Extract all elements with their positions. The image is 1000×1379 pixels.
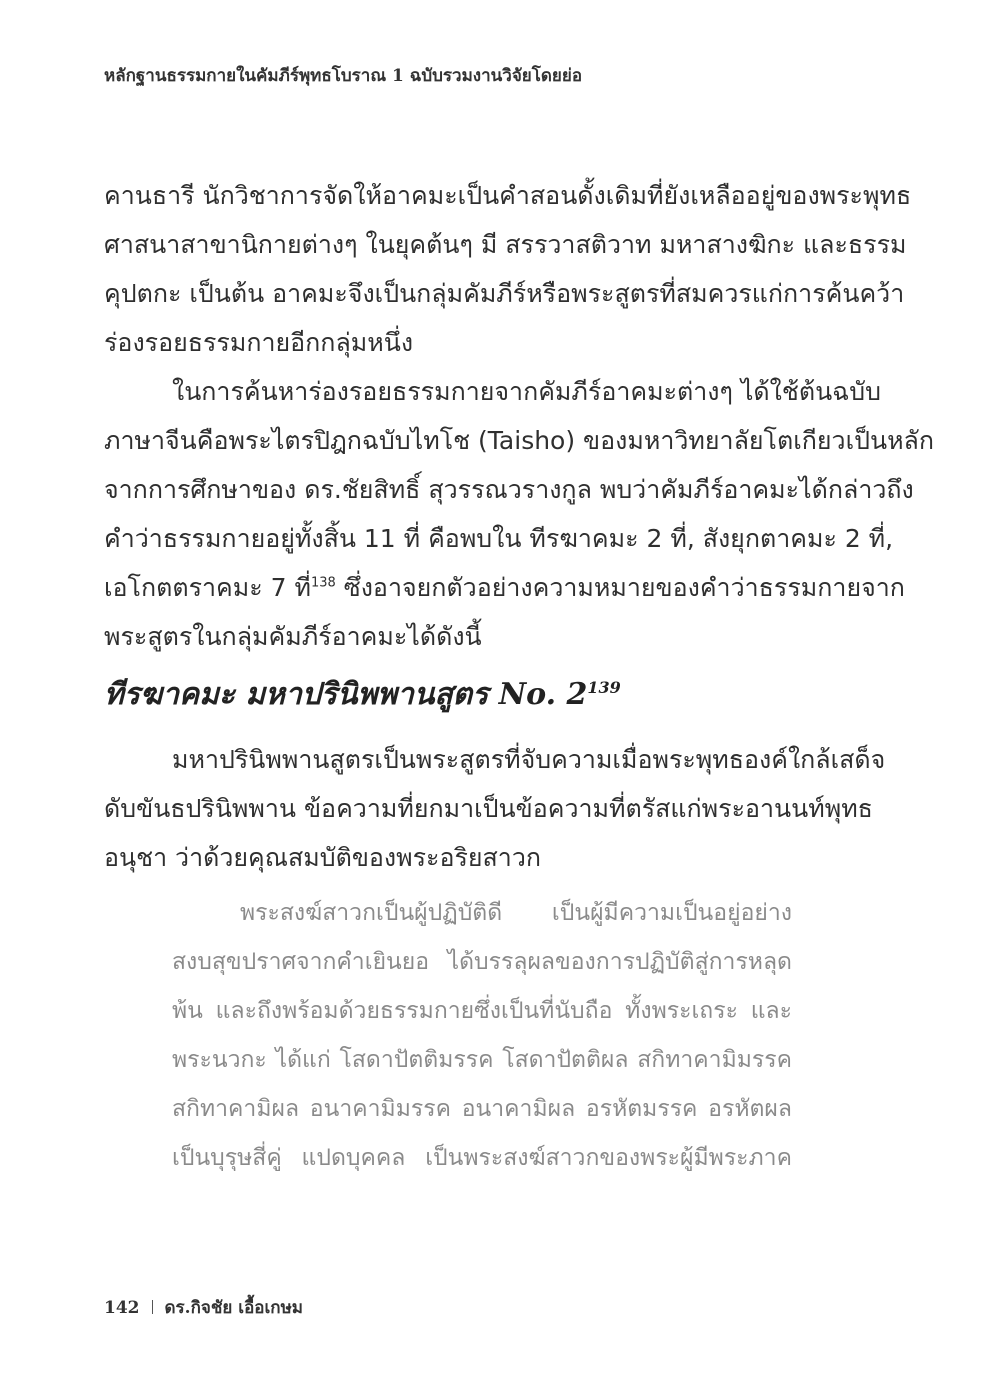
paragraph-line: พระสูตรในกลุ่มคัมภีร์อาคมะได้ดังนี้ xyxy=(104,622,482,651)
quote-line: พระนวกะ ได้แก่ โสดาปัตติมรรค โสดาปัตติผล สกิทาคามิมรรค xyxy=(172,1047,792,1073)
paragraph-line: มหาปรินิพพานสูตรเป็นพระสูตรที่จับความเมื่อพระพุทธองค์ใกล้เสด็จ xyxy=(172,745,886,774)
author-name: ดร.กิจชัย เอื้อเกษม xyxy=(164,1298,304,1318)
section-heading xyxy=(104,671,621,718)
quote-line: เป็นบุรุษสี่คู่ แปดบุคคล เป็นพระสงฆ์สาวกของพระผู้มีพระภาค xyxy=(172,1145,792,1171)
page-footer xyxy=(104,1294,303,1321)
paragraph-line xyxy=(104,568,905,608)
footer-divider xyxy=(152,1300,153,1314)
footnote-ref-138[interactable]: 138 xyxy=(310,575,336,591)
paragraph-line: ศาสนาสาขานิกายต่างๆ ในยุคต้นๆ มี สรรวาสติวาท มหาสางฆิกะ และธรรม xyxy=(104,230,907,259)
footnote-ref-139[interactable]: 139 xyxy=(587,678,621,697)
line-text: เอโกตตราคมะ 7 ที่ xyxy=(104,573,311,602)
page-number: 142 xyxy=(104,1298,140,1318)
paragraph-line: ดับขันธปรินิพพาน ข้อความที่ยกมาเป็นข้อความที่ตรัสแก่พระอานนท์พุทธ xyxy=(104,794,873,823)
quote-line: พ้น และถึงพร้อมด้วยธรรมกายซึ่งเป็นที่นับถือ ทั้งพระเถระ และ xyxy=(172,998,792,1024)
paragraph-line: คำว่าธรรมกายอยู่ทั้งสิ้น 11 ที่ คือพบใน ทีรฆาคมะ 2 ที่, สังยุกตาคมะ 2 ที่, xyxy=(104,524,894,553)
paragraph-line: ภาษาจีนคือพระไตรปิฎกฉบับไทโช (Taisho) ของมหาวิทยาลัยโตเกียวเป็นหลัก xyxy=(104,426,935,455)
paragraph-line: ร่องรอยธรรมกายอีกกลุ่มหนึ่ง xyxy=(104,328,414,357)
paragraph-line: คุปตกะ เป็นต้น อาคมะจึงเป็นกลุ่มคัมภีร์หรือพระสูตรที่สมควรแก่การค้นคว้า xyxy=(104,279,905,308)
quote-line: สงบสุขปราศจากคำเยินยอ ได้บรรลุผลของการปฏิบัติสู่การหลุด xyxy=(172,949,792,975)
running-header: หลักฐานธรรมกายในคัมภีร์พุทธโบราณ 1 ฉบับรวมงานวิจัยโดยย่อ xyxy=(104,66,583,86)
section-title: ทีรฆาคมะ มหาปรินิพพานสูตร No. 2 xyxy=(104,677,588,712)
quote-line: พระสงฆ์สาวกเป็นผู้ปฏิบัติดี เป็นผู้มีความเป็นอยู่อย่าง xyxy=(240,900,792,926)
paragraph-line: คานธารี นักวิชาการจัดให้อาคมะเป็นคำสอนดั้งเดิมที่ยังเหลืออยู่ของพระพุทธ xyxy=(104,181,912,210)
line-text: ซึ่งอาจยกตัวอย่างความหมายของคำว่าธรรมกายจาก xyxy=(335,573,905,602)
paragraph-line: ในการค้นหาร่องรอยธรรมกายจากคัมภีร์อาคมะต่างๆ ได้ใช้ต้นฉบับ xyxy=(172,377,881,406)
quote-line: สกิทาคามิผล อนาคามิมรรค อนาคามิผล อรหัตมรรค อรหัตผล xyxy=(172,1096,792,1122)
paragraph-line: อนุชา ว่าด้วยคุณสมบัติของพระอริยสาวก xyxy=(104,843,542,872)
paragraph-line: จากการศึกษาของ ดร.ชัยสิทธิ์ สุวรรณวรางกูล พบว่าคัมภีร์อาคมะได้กล่าวถึง xyxy=(104,475,914,504)
